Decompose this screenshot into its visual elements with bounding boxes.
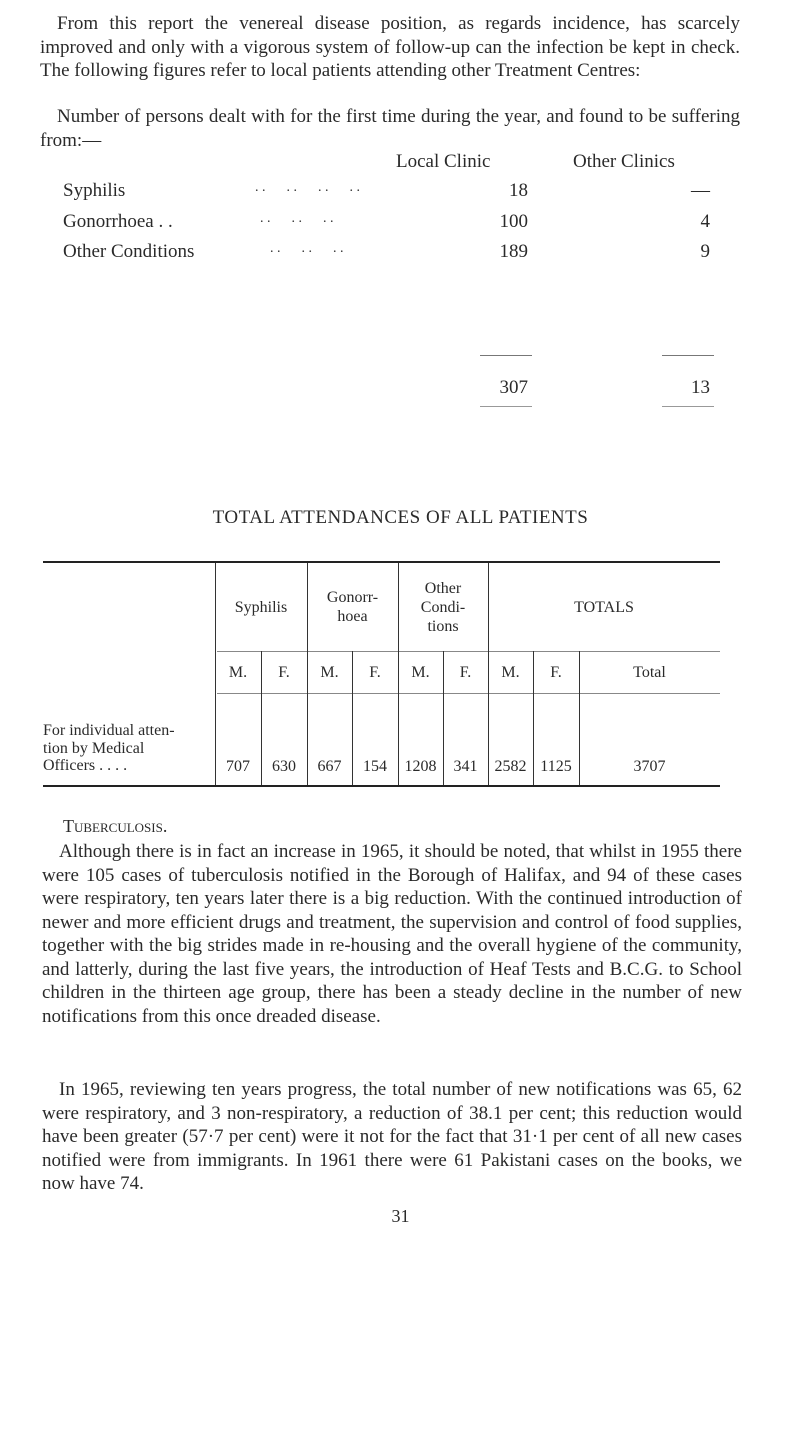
local-clinic-value: 100 bbox=[499, 210, 528, 232]
table-value: 341 bbox=[453, 758, 478, 775]
table-rule bbox=[217, 693, 720, 694]
table-bottom-rule bbox=[43, 785, 720, 787]
tb-paragraph-1: Although there is in fact an increase in 1965, it should be noted, that whilst in 1955 there were 105 cases of tuberculosis notified in the Borough of Halifax, and 94 of these cases were respiratory, ten years later there is a big reduction. With the continued introduction of newer and more efficient drugs and treatment, the supervision and control of food supplies, together with the big strides made in re-housing and the overall hygiene of the community, and latterly, during the last five years, the introduction of Heaf Tests and B.C.G. to School children in the thirteen age group, there has been a steady decline in the number of new notifications from this once dreaded disease. bbox=[42, 841, 742, 1027]
row-label: For individual atten- tion by Medical Officers . . . . bbox=[43, 722, 175, 774]
group-header: Syphilis bbox=[234, 598, 288, 616]
leader-dots: . . . . . . . . bbox=[255, 180, 360, 195]
group-header: Gonorr- hoea bbox=[326, 589, 379, 625]
local-clinic-value: 189 bbox=[499, 241, 528, 262]
other-clinic-value: — bbox=[691, 180, 710, 201]
table-value: 154 bbox=[363, 758, 387, 775]
table-top-rule bbox=[43, 561, 720, 563]
other-clinic-value: 4 bbox=[700, 210, 710, 232]
intro-paragraph: From this report the venereal disease position, as regards incidence, has scarcely improved and only with a vigorous system of follow-up can the infection be kept in check. The following figures refer to local patients attending other Treatment Centres: bbox=[40, 13, 740, 81]
table-value: 667 bbox=[317, 758, 342, 775]
table-value: 707 bbox=[226, 758, 250, 775]
table-rule bbox=[217, 651, 720, 652]
total-local: 307 bbox=[499, 377, 528, 398]
condition-label: Syphilis bbox=[63, 180, 126, 201]
subheader-m: M. bbox=[501, 664, 520, 681]
divider bbox=[662, 355, 714, 356]
persons-intro: Number of persons dealt with for the first time during the year, and found to be suffering from:— bbox=[40, 106, 740, 151]
condition-label: Gonorrhoea . . bbox=[63, 210, 173, 232]
subheader-m: M. bbox=[411, 664, 430, 681]
table-value: 1208 bbox=[404, 758, 437, 775]
subheader-f: F. bbox=[278, 664, 290, 681]
tb-paragraph-2: In 1965, reviewing ten years progress, the total number of new notifications was 65, 62 were respiratory, and 3 non-respiratory, a reduction of 38.1 per cent; this reduction would have been greater (57·7 per cent) were it not for the fact that 31·1 per cent of all new cases notified were from immigrants. In 1961 there were 61 Pakistani cases on the books, we now have 74. bbox=[42, 1079, 742, 1194]
subheader-f: F. bbox=[459, 664, 472, 681]
subheader-f: F. bbox=[369, 664, 381, 681]
subheader-m: M. bbox=[320, 664, 339, 681]
leader-dots: . . . . . . bbox=[260, 210, 334, 226]
attendances-title: TOTAL ATTENDANCES OF ALL PATIENTS bbox=[212, 507, 589, 528]
page-number: 31 bbox=[391, 1206, 410, 1226]
condition-label: Other Conditions bbox=[63, 241, 195, 262]
other-clinic-value: 9 bbox=[700, 241, 710, 262]
divider bbox=[480, 406, 532, 407]
subheader-m: M. bbox=[228, 664, 248, 681]
table-value: 630 bbox=[272, 758, 296, 775]
table-value: 1125 bbox=[540, 758, 572, 775]
col-header-other: Other Clinics bbox=[573, 151, 675, 172]
group-header: TOTALS bbox=[574, 598, 634, 616]
local-clinic-value: 18 bbox=[509, 180, 528, 201]
subheader-total: Total bbox=[633, 664, 666, 681]
tb-heading: Tuberculosis. bbox=[63, 816, 168, 836]
col-header-local: Local Clinic bbox=[396, 151, 491, 172]
table-value: 2582 bbox=[494, 758, 527, 775]
divider bbox=[480, 355, 532, 356]
total-other: 13 bbox=[691, 377, 710, 398]
divider bbox=[662, 406, 714, 407]
table-value: 3707 bbox=[633, 758, 666, 775]
leader-dots: . . . . . . bbox=[270, 241, 344, 256]
group-header: Other Condi- tions bbox=[420, 579, 466, 635]
subheader-f: F. bbox=[550, 664, 562, 681]
